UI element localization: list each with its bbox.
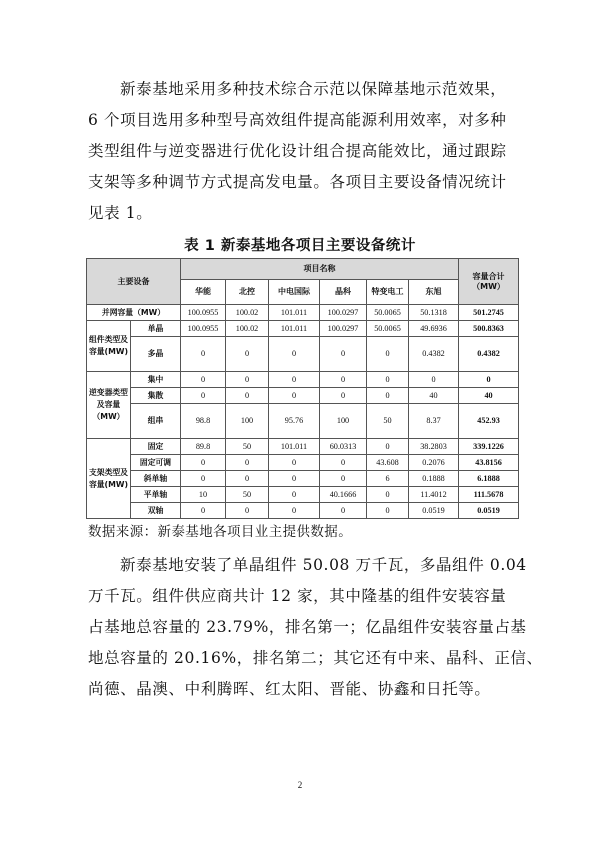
table-cell: 100.0297 <box>320 321 367 337</box>
total-cell: 500.8363 <box>459 321 519 337</box>
table-row <box>87 439 519 455</box>
table-cell: 0 <box>367 487 409 503</box>
table-caption: 表 1 新泰基地各项目主要设备统计 <box>184 238 416 254</box>
sub-type-label: 斜单轴 <box>131 471 181 487</box>
text-line: 地总容量的 20.16%，排名第二；其它还有中来、晶科、正信、 <box>88 649 543 667</box>
sub-type-label: 多晶 <box>131 337 181 372</box>
table-cell: 10 <box>181 487 226 503</box>
project-header: 东旭 <box>409 280 459 305</box>
table-cell: 0 <box>320 372 367 388</box>
table-cell: 101.011 <box>269 439 320 455</box>
module-group-label: 组件类型及容量(MW) <box>87 321 131 372</box>
table-cell: 50 <box>226 487 269 503</box>
table-cell: 0 <box>181 471 226 487</box>
table-row <box>87 305 519 321</box>
total-cell: 452.93 <box>459 404 519 439</box>
table-cell: 0 <box>181 372 226 388</box>
table-cell: 60.0313 <box>320 439 367 455</box>
table-cell: 0 <box>269 471 320 487</box>
table-row <box>87 503 519 519</box>
text-line: 支架等多种调节方式提高发电量。各项目主要设备情况统计 <box>88 173 507 191</box>
data-source-note: 数据来源：新泰基地各项目业主提供数据。 <box>88 524 353 540</box>
total-cell: 43.8156 <box>459 455 519 471</box>
table-cell: 0 <box>226 337 269 372</box>
project-header: 华能 <box>181 280 226 305</box>
table-cell: 100 <box>320 404 367 439</box>
summary-paragraph <box>88 550 543 705</box>
table-cell: 0 <box>269 372 320 388</box>
total-cell: 0.4382 <box>459 337 519 372</box>
equipment-table <box>86 258 519 519</box>
inverter-group-label: 逆变器类型及容量（MW） <box>87 372 131 439</box>
table-cell: 6 <box>367 471 409 487</box>
total-cell: 111.5678 <box>459 487 519 503</box>
table-cell: 0 <box>181 455 226 471</box>
table-row <box>87 321 519 337</box>
table-cell: 0 <box>367 337 409 372</box>
total-cell: 0 <box>459 372 519 388</box>
table-row <box>87 487 519 503</box>
table-cell: 40 <box>409 388 459 404</box>
sub-type-label: 平单轴 <box>131 487 181 503</box>
grid-capacity-label: 并网容量（MW） <box>87 305 181 321</box>
table-row <box>87 404 519 439</box>
table-cell: 0 <box>181 503 226 519</box>
table-cell: 0 <box>269 337 320 372</box>
table-cell: 0 <box>320 337 367 372</box>
text-line: 占基地总容量的 23.79%，排名第一；亿晶组件安装容量占基 <box>88 618 527 636</box>
table-row <box>87 372 519 388</box>
total-cell: 6.1888 <box>459 471 519 487</box>
project-header: 中电国际 <box>269 280 320 305</box>
table-cell: 0.0519 <box>409 503 459 519</box>
page-number: 2 <box>297 780 303 790</box>
table-cell: 100 <box>226 404 269 439</box>
table-cell: 0 <box>409 372 459 388</box>
project-name-header: 项目名称 <box>181 259 459 280</box>
sub-type-label: 双轴 <box>131 503 181 519</box>
total-capacity-header: 容量合计（MW） <box>459 259 519 305</box>
table-cell: 0 <box>320 455 367 471</box>
table-cell: 50.0065 <box>367 305 409 321</box>
table-cell: 50 <box>226 439 269 455</box>
table-cell: 43.608 <box>367 455 409 471</box>
table-cell: 0 <box>367 439 409 455</box>
table-cell: 0 <box>226 388 269 404</box>
table-row <box>87 388 519 404</box>
text-line: 尚德、晶澳、中利腾晖、红太阳、晋能、协鑫和日托等。 <box>88 680 491 698</box>
table-cell: 38.2803 <box>409 439 459 455</box>
table-cell: 50 <box>367 404 409 439</box>
table-cell: 100.02 <box>226 321 269 337</box>
table-cell: 0 <box>367 503 409 519</box>
table-cell: 0 <box>181 337 226 372</box>
table-cell: 40.1666 <box>320 487 367 503</box>
text-line: 万千瓦。组件供应商共计 12 家，其中隆基的组件安装容量 <box>88 587 507 605</box>
table-cell: 0 <box>226 503 269 519</box>
table-cell: 0 <box>269 455 320 471</box>
table-cell: 100.0955 <box>181 321 226 337</box>
project-header: 北控 <box>226 280 269 305</box>
table-cell: 0 <box>226 455 269 471</box>
total-cell: 339.1226 <box>459 439 519 455</box>
table-cell: 0 <box>226 372 269 388</box>
table-row <box>87 337 519 372</box>
sub-type-label: 固定可调 <box>131 455 181 471</box>
sub-type-label: 固定 <box>131 439 181 455</box>
table-cell: 95.76 <box>269 404 320 439</box>
table-cell: 0 <box>367 388 409 404</box>
table-cell: 0 <box>320 471 367 487</box>
table-cell: 0.4382 <box>409 337 459 372</box>
table-cell: 100.0297 <box>320 305 367 321</box>
table-cell: 0 <box>269 487 320 503</box>
table-cell: 89.8 <box>181 439 226 455</box>
table-cell: 11.4012 <box>409 487 459 503</box>
table-row <box>87 455 519 471</box>
total-cell: 0.0519 <box>459 503 519 519</box>
intro-paragraph <box>88 74 518 229</box>
total-cell: 40 <box>459 388 519 404</box>
project-header: 晶科 <box>320 280 367 305</box>
text-line: 6 个项目选用多种型号高效组件提高能源利用效率，对多种 <box>88 111 507 129</box>
table-cell: 0 <box>269 503 320 519</box>
table-cell: 101.011 <box>269 305 320 321</box>
table-cell: 101.011 <box>269 321 320 337</box>
table-cell: 49.6936 <box>409 321 459 337</box>
table-cell: 0 <box>367 372 409 388</box>
table-header-row <box>87 259 519 280</box>
project-header: 特变电工 <box>367 280 409 305</box>
table-cell: 0 <box>269 388 320 404</box>
bracket-group-label: 支架类型及容量(MW) <box>87 439 131 519</box>
sub-type-label: 集中 <box>131 372 181 388</box>
table-cell: 0 <box>320 388 367 404</box>
text-line: 新泰基地采用多种技术综合示范以保障基地示范效果， <box>120 80 507 98</box>
text-line: 新泰基地安装了单晶组件 50.08 万千瓦，多晶组件 0.04 <box>120 556 527 574</box>
table-cell: 0 <box>226 471 269 487</box>
sub-type-label: 组串 <box>131 404 181 439</box>
table-cell: 0.1888 <box>409 471 459 487</box>
table-cell: 8.37 <box>409 404 459 439</box>
table-cell: 0 <box>320 503 367 519</box>
text-line: 类型组件与逆变器进行优化设计组合提高能效比，通过跟踪 <box>88 142 507 160</box>
sub-type-label: 单晶 <box>131 321 181 337</box>
total-cell: 501.2745 <box>459 305 519 321</box>
text-line: 见表 1。 <box>88 204 153 222</box>
table-cell: 98.8 <box>181 404 226 439</box>
table-cell: 0.2076 <box>409 455 459 471</box>
table-cell: 50.1318 <box>409 305 459 321</box>
table-cell: 100.02 <box>226 305 269 321</box>
sub-type-label: 集散 <box>131 388 181 404</box>
table-cell: 100.0955 <box>181 305 226 321</box>
main-equipment-header: 主要设备 <box>87 259 181 305</box>
table-row <box>87 471 519 487</box>
table-cell: 0 <box>181 388 226 404</box>
table-cell: 50.0065 <box>367 321 409 337</box>
